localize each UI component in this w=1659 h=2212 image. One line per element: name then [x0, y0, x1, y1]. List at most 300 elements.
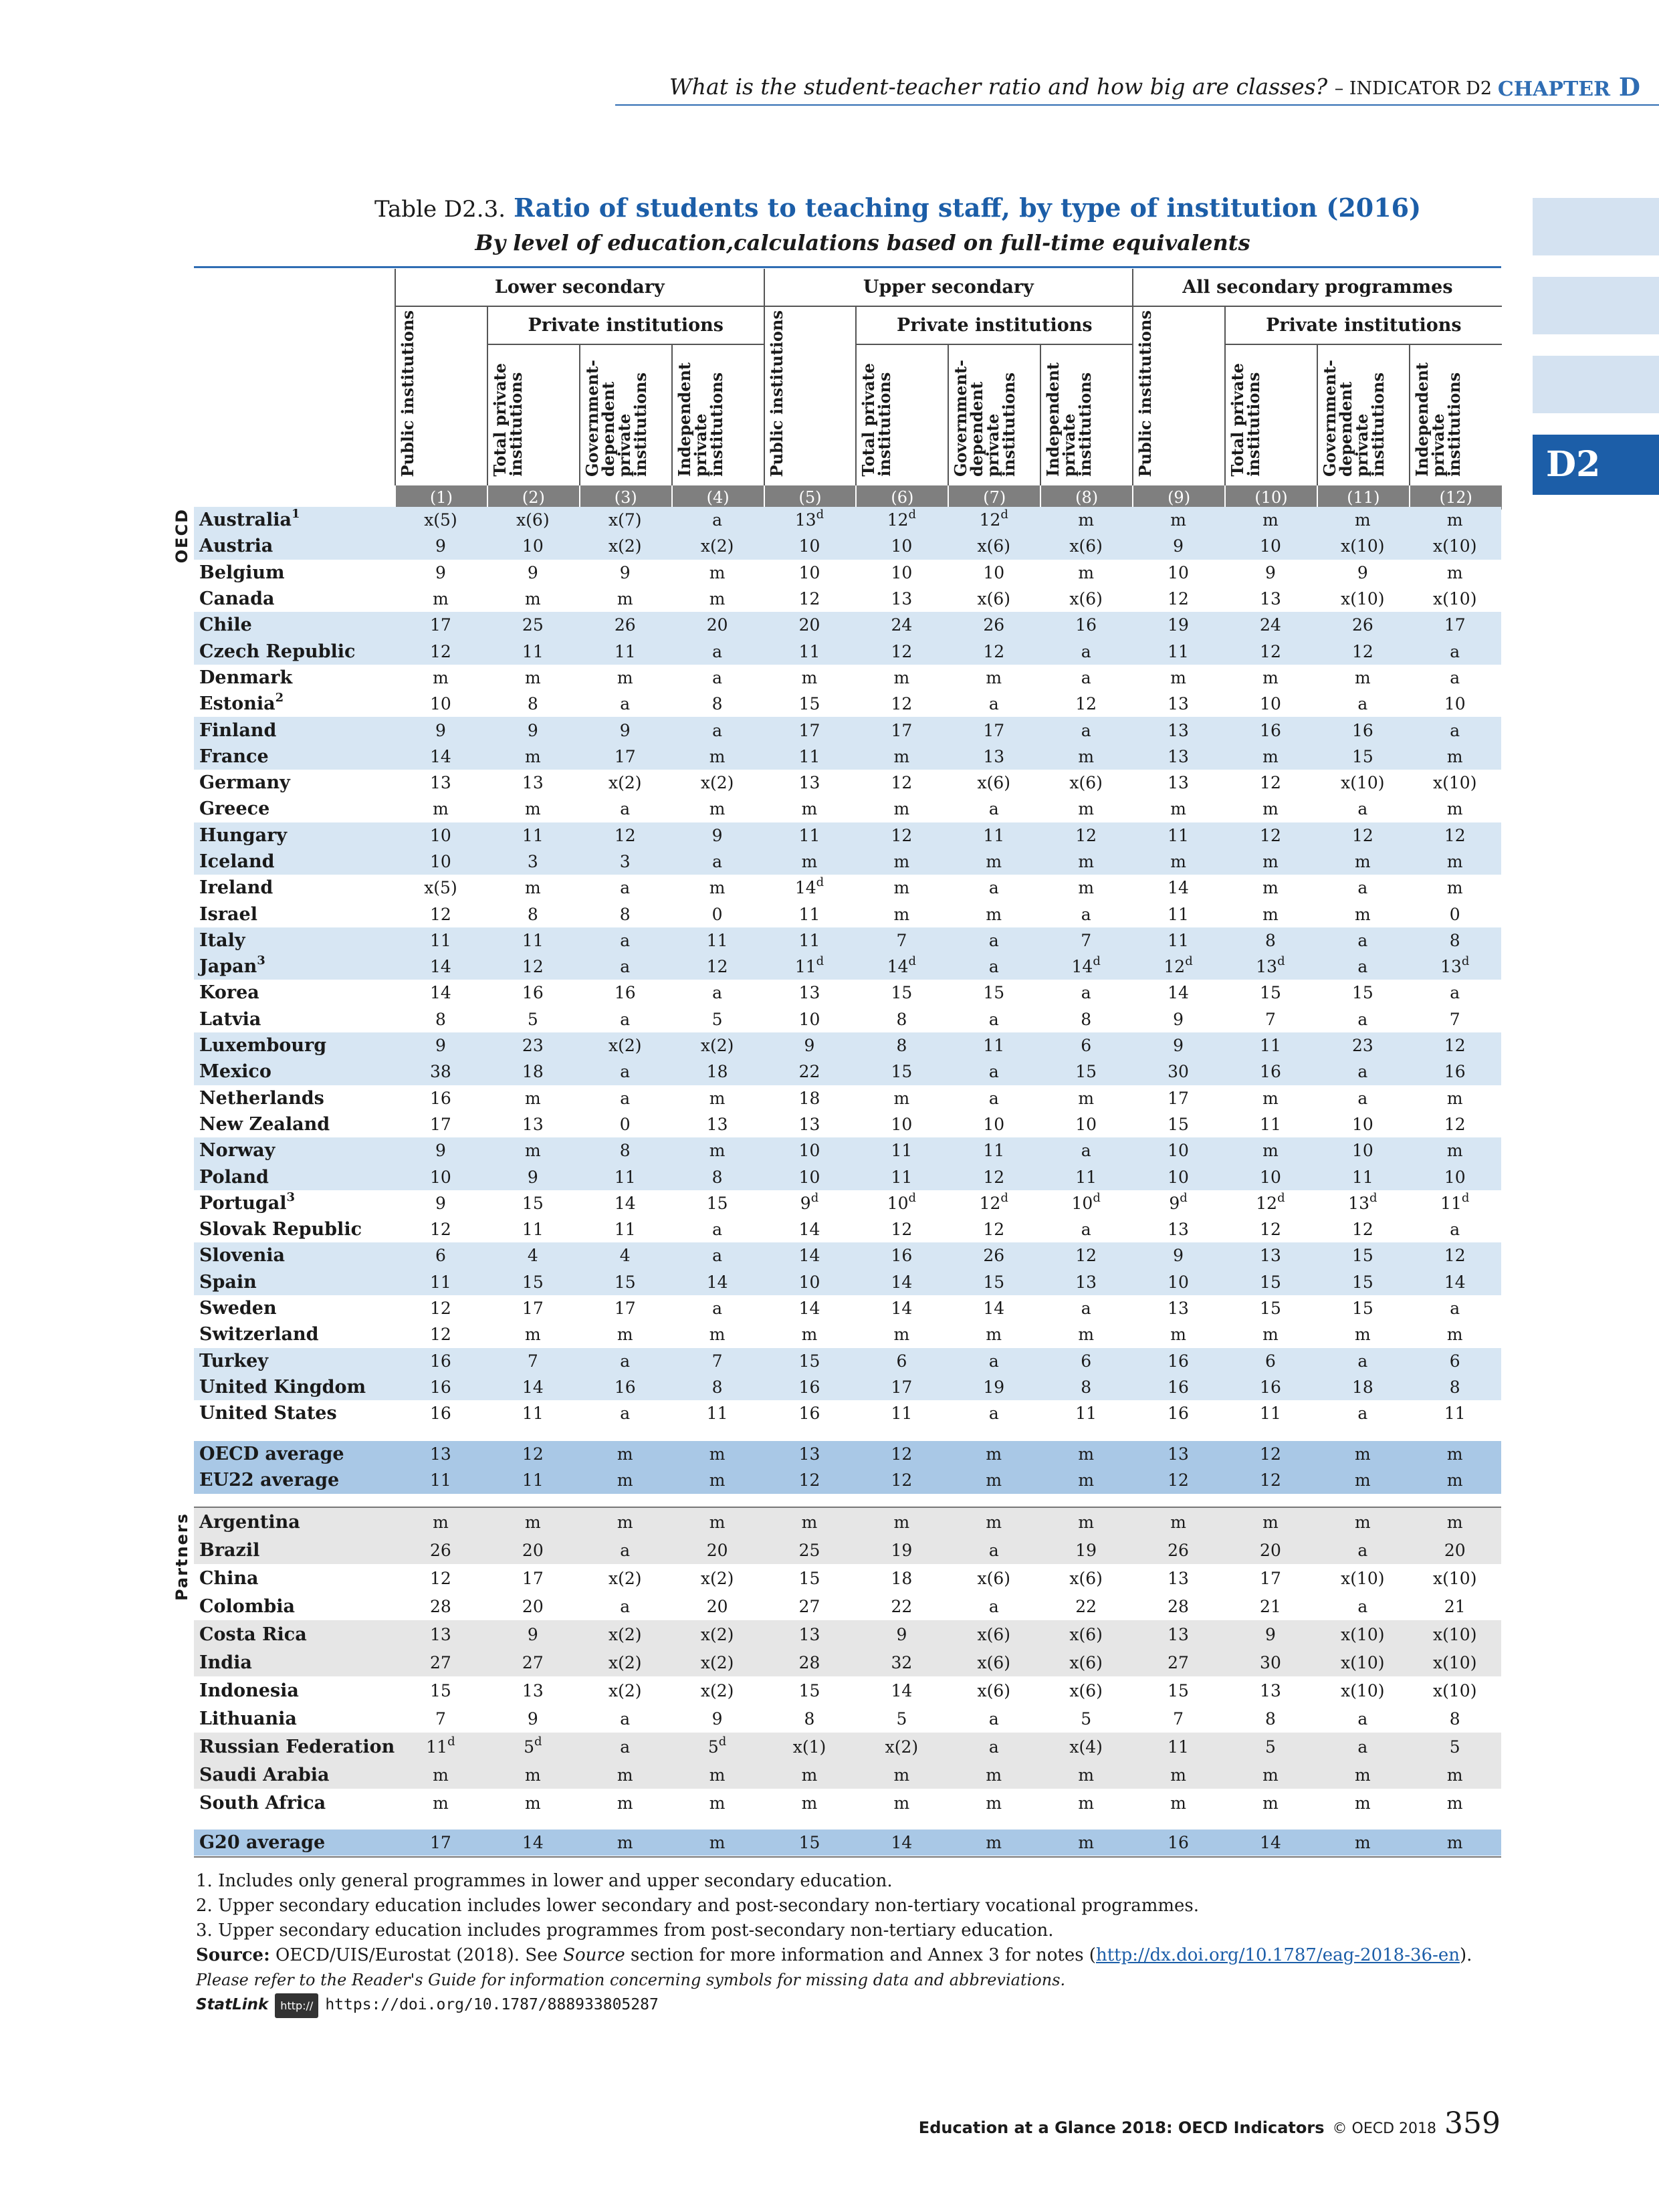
- table-cell: 12: [1444, 1246, 1466, 1266]
- table-cell: m: [433, 667, 449, 687]
- col-number: (2): [487, 485, 580, 510]
- table-cell: 11: [891, 1167, 913, 1187]
- table-cell: a: [1450, 983, 1460, 1003]
- table-cell: x(2): [700, 1036, 734, 1056]
- table-cell: a: [1450, 720, 1460, 740]
- table-cell: 27: [430, 1652, 451, 1672]
- table-cell: m: [1446, 1470, 1463, 1490]
- table-row: [194, 1085, 1501, 1111]
- table-cell: m: [617, 1444, 633, 1464]
- table-cell: a: [712, 852, 723, 871]
- table-cell: m: [986, 1325, 1002, 1345]
- table-cell: 12: [1260, 1470, 1281, 1490]
- table-cell: 10$^d$: [887, 1190, 917, 1213]
- table-cell: m: [986, 1512, 1002, 1532]
- table-cell: m: [801, 852, 818, 871]
- table-cell: 16: [1168, 1833, 1189, 1853]
- table-cell: 13: [1168, 746, 1189, 766]
- table-cell: 12: [522, 957, 544, 977]
- table-cell: m: [801, 799, 818, 819]
- table-header: [395, 269, 1502, 510]
- table-cell: 14$^d$: [794, 875, 824, 898]
- side-tab-blank: [1533, 198, 1659, 255]
- table-cell: 10: [1168, 1141, 1189, 1161]
- table-cell: 14: [430, 983, 451, 1003]
- table-cell: 19: [1168, 615, 1189, 635]
- table-cell: 27: [522, 1652, 544, 1672]
- table-cell: a: [712, 667, 723, 687]
- table-cell: 15: [983, 1272, 1005, 1292]
- table-cell: 9: [1357, 562, 1368, 582]
- table-cell: 6: [1265, 1351, 1276, 1371]
- table-cell: a: [1357, 1009, 1368, 1029]
- table-cell: 17: [798, 720, 820, 740]
- col-govdep-7: Government- dependent private institutions: [948, 344, 1040, 485]
- table-row: [194, 822, 1501, 849]
- table-cell: 14: [1168, 983, 1189, 1003]
- table-cell: 14: [891, 1272, 913, 1292]
- table-cell: 10: [798, 562, 820, 582]
- table-cell: 3: [619, 852, 631, 871]
- table-cell: a: [620, 930, 631, 950]
- table-row: [194, 1295, 1501, 1321]
- row-label: Norway: [199, 1140, 275, 1162]
- table-cell: 12$^d$: [887, 508, 917, 530]
- table-cell: a: [620, 1009, 631, 1029]
- table-cell: x(2): [700, 1652, 734, 1672]
- table-cell: m: [617, 589, 633, 609]
- table-cell: m: [709, 562, 726, 582]
- table-cell: 8: [1449, 1377, 1460, 1397]
- table-cell: 9: [435, 1036, 446, 1056]
- table-cell: 5: [1081, 1708, 1092, 1729]
- table-cell: m: [1262, 878, 1279, 898]
- table-cell: a: [988, 1062, 999, 1082]
- table-cell: 12: [430, 641, 451, 661]
- table-cell: 13: [430, 1624, 451, 1644]
- table-cell: 32: [891, 1652, 913, 1672]
- table-cell: 5: [896, 1708, 907, 1729]
- table-cell: 7: [527, 1351, 538, 1371]
- table-cell: m: [986, 1470, 1002, 1490]
- row-label: Slovenia: [199, 1245, 286, 1266]
- table-cell: m: [1354, 1512, 1371, 1532]
- table-cell: 13: [1168, 1220, 1189, 1240]
- table-cell: m: [986, 1833, 1002, 1853]
- row-label: Finland: [199, 720, 277, 741]
- table-cell: 10: [1260, 1167, 1281, 1187]
- table-cell: 12$^d$: [979, 508, 1008, 530]
- table-cell: 18: [891, 1568, 913, 1588]
- col-govdep-3: Government- dependent private institutions: [580, 344, 672, 485]
- private-header-1: Private institutions: [487, 306, 764, 344]
- table-cell: 13: [430, 773, 451, 793]
- table-cell: m: [893, 667, 910, 687]
- table-cell: 9: [1173, 1246, 1184, 1266]
- table-cell: 13: [891, 589, 913, 609]
- table-cell: 14: [1444, 1272, 1466, 1292]
- table-cell: 9: [527, 1708, 538, 1729]
- table-cell: 11: [798, 825, 820, 845]
- table-cell: m: [524, 1512, 541, 1532]
- table-cell: a: [1450, 1299, 1460, 1319]
- table-cell: 4: [527, 1246, 538, 1266]
- note-3: 3. Upper secondary education includes programmes from post-secondary non-tertiary education.: [196, 1920, 1054, 1941]
- table-cell: m: [1446, 1325, 1463, 1345]
- table-cell: m: [709, 1470, 726, 1490]
- table-cell: 11: [1168, 825, 1189, 845]
- table-cell: 13: [798, 983, 820, 1003]
- table-cell: m: [1446, 799, 1463, 819]
- table-cell: m: [1446, 878, 1463, 898]
- table-row: [194, 875, 1501, 901]
- table-top-rule: [194, 266, 1501, 268]
- table-cell: 13: [798, 773, 820, 793]
- table-subtitle: By level of education,calculations based on full-time equivalents: [475, 230, 1250, 255]
- table-cell: 11: [1168, 904, 1189, 924]
- table-cell: 6: [1449, 1351, 1460, 1371]
- table-cell: 9: [527, 720, 538, 740]
- table-cell: m: [1262, 1088, 1279, 1108]
- table-cell: m: [617, 1470, 633, 1490]
- row-label: Italy: [199, 929, 245, 951]
- table-cell: x(10): [1341, 589, 1385, 609]
- table-cell: m: [1262, 799, 1279, 819]
- table-cell: 14: [614, 1193, 636, 1213]
- table-cell: m: [893, 904, 910, 924]
- group-lower-secondary: Lower secondary: [395, 269, 764, 306]
- table-cell: m: [893, 1325, 910, 1345]
- table-cell: 20: [706, 615, 728, 635]
- row-label: Czech Republic: [199, 641, 356, 662]
- table-cell: 11$^d$: [1440, 1190, 1470, 1213]
- table-cell: 11: [891, 1404, 913, 1424]
- row-label: Israel: [199, 903, 257, 925]
- table-cell: x(2): [700, 1568, 734, 1588]
- table-cell: x(1): [792, 1737, 826, 1757]
- table-cell: 26: [430, 1540, 451, 1560]
- table-cell: 10: [1168, 562, 1189, 582]
- table-cell: 25: [522, 615, 544, 635]
- table-row: [194, 1400, 1501, 1426]
- table-cell: x(2): [608, 1624, 642, 1644]
- table-row: [194, 1761, 1501, 1789]
- table-cell: x(6): [1069, 773, 1103, 793]
- table-cell: a: [1357, 957, 1368, 977]
- header-title: What is the student-teacher ratio and how big are classes? – INDICATOR D2: [669, 74, 1492, 100]
- table-cell: 8: [527, 694, 538, 714]
- table-cell: 12: [1351, 825, 1373, 845]
- table-cell: 8: [619, 1141, 631, 1161]
- table-cell: 17: [983, 720, 1005, 740]
- table-cell: 12: [1260, 1444, 1281, 1464]
- table-cell: 15: [522, 1272, 544, 1292]
- table-cell: m: [709, 746, 726, 766]
- table-cell: x(2): [700, 773, 734, 793]
- table-cell: 17: [1444, 615, 1466, 635]
- table-cell: 11: [522, 1470, 544, 1490]
- table-cell: 12: [891, 1444, 913, 1464]
- col-independent-4: Independent private institutions: [672, 344, 764, 485]
- table-cell: x(10): [1433, 773, 1477, 793]
- table-cell: 5: [711, 1009, 723, 1029]
- table-cell: 20: [706, 1540, 728, 1560]
- table-cell: m: [709, 1793, 726, 1813]
- table-row: [194, 1592, 1501, 1620]
- table-row: [194, 1006, 1501, 1032]
- table-cell: 12: [1260, 773, 1281, 793]
- table-cell: m: [1078, 1833, 1095, 1853]
- oecd-side-label: OECD: [173, 508, 191, 564]
- row-label: Chile: [199, 615, 252, 636]
- table-cell: 28: [1168, 1596, 1189, 1616]
- table-cell: 9: [527, 1167, 538, 1187]
- table-cell: 19: [983, 1377, 1005, 1397]
- table-cell: x(2): [608, 1680, 642, 1700]
- table-cell: a: [1357, 1708, 1368, 1729]
- table-cell: m: [1078, 1444, 1095, 1464]
- table-cell: 0: [711, 904, 723, 924]
- table-cell: 13: [1260, 1246, 1281, 1266]
- table-cell: 18: [798, 1088, 820, 1108]
- table-cell: m: [1446, 510, 1463, 530]
- table-cell: 11: [522, 1404, 544, 1424]
- table-cell: 9$^d$: [800, 1190, 819, 1213]
- table-cell: a: [988, 694, 999, 714]
- table-cell: 11: [614, 641, 636, 661]
- table-cell: 11: [522, 1220, 544, 1240]
- table-cell: 6: [1081, 1351, 1092, 1371]
- table-cell: m: [1078, 510, 1095, 530]
- table-cell: 12: [1260, 641, 1281, 661]
- table-cell: 11: [430, 930, 451, 950]
- table-cell: m: [1354, 904, 1371, 924]
- private-header-3: Private institutions: [1225, 306, 1502, 344]
- table-cell: 8: [896, 1036, 907, 1056]
- table-cell: 8: [1081, 1009, 1092, 1029]
- table-cell: 12: [891, 773, 913, 793]
- table-cell: a: [1357, 694, 1368, 714]
- table-cell: m: [1446, 852, 1463, 871]
- table-row: [194, 1733, 1501, 1761]
- table-cell: 17: [522, 1568, 544, 1588]
- table-cell: m: [617, 667, 633, 687]
- table-cell: 11: [706, 930, 728, 950]
- col-public-5: Public institutions: [764, 306, 857, 485]
- table-cell: a: [1081, 1220, 1091, 1240]
- table-cell: 12: [1075, 825, 1097, 845]
- table-cell: 16: [1260, 1377, 1281, 1397]
- table-cell: a: [988, 1540, 999, 1560]
- table-cell: x(10): [1433, 1652, 1477, 1672]
- table-cell: 11: [706, 1404, 728, 1424]
- row-label: Estonia$^2$: [199, 691, 284, 715]
- table-cell: a: [620, 799, 631, 819]
- table-cell: a: [988, 799, 999, 819]
- col-total-private-2: Total private institutions: [487, 344, 580, 485]
- row-label: Belgium: [199, 562, 285, 583]
- table-cell: 12: [430, 1299, 451, 1319]
- statlink-url[interactable]: https://doi.org/10.1787/888933805287: [325, 1996, 659, 2013]
- table-cell: 8: [1265, 1708, 1276, 1729]
- table-cell: m: [1170, 667, 1186, 687]
- table-cell: 25: [798, 1540, 820, 1560]
- table-cell: a: [620, 1351, 631, 1371]
- table-cell: m: [1354, 510, 1371, 530]
- partner-rows: [194, 1508, 1501, 1817]
- table-cell: 12: [1260, 1220, 1281, 1240]
- table-cell: 16: [614, 983, 636, 1003]
- table-cell: 13: [1168, 720, 1189, 740]
- col-independent-12: Independent private institutions: [1410, 344, 1502, 485]
- table-cell: 24: [891, 615, 913, 635]
- row-label: Ireland: [199, 877, 273, 899]
- table-cell: a: [1357, 1596, 1368, 1616]
- table-cell: x(6): [977, 536, 1011, 556]
- table-cell: 20: [522, 1540, 544, 1560]
- table-cell: 8: [804, 1708, 815, 1729]
- table-cell: x(6): [977, 1568, 1011, 1588]
- col-number: (3): [580, 485, 672, 510]
- table-cell: 16: [798, 1404, 820, 1424]
- table-cell: a: [1357, 1062, 1368, 1082]
- table-row: [194, 1789, 1501, 1817]
- table-cell: x(10): [1341, 773, 1385, 793]
- table-cell: 12: [1351, 1220, 1373, 1240]
- table-cell: a: [1357, 1540, 1368, 1560]
- table-cell: x(6): [516, 510, 550, 530]
- table-cell: 13: [1075, 1272, 1097, 1292]
- table-cell: 15: [1351, 746, 1373, 766]
- table-cell: 13: [706, 1114, 728, 1134]
- table-cell: 16: [1351, 720, 1373, 740]
- row-label: Hungary: [199, 824, 288, 846]
- table-cell: 10: [430, 825, 451, 845]
- table-cell: 23: [1351, 1036, 1373, 1056]
- table-cell: 10: [1168, 1167, 1189, 1187]
- table-cell: 8: [1449, 1708, 1460, 1729]
- table-cell: 16: [430, 1351, 451, 1371]
- table-cell: 7: [1173, 1708, 1184, 1729]
- table-cell: m: [709, 1325, 726, 1345]
- table-cell: 12: [706, 957, 728, 977]
- page-footer: Education at a Glance 2018: OECD Indicators © OECD 2018 359: [918, 2106, 1501, 2140]
- row-label: Greece: [199, 798, 270, 820]
- average-rows: [194, 1441, 1501, 1494]
- table-row: [194, 770, 1501, 796]
- table-cell: m: [1078, 878, 1095, 898]
- table-cell: 11: [522, 930, 544, 950]
- table-cell: m: [524, 878, 541, 898]
- table-cell: 11: [430, 1272, 451, 1292]
- table-cell: 12: [1168, 589, 1189, 609]
- table-cell: 7: [1265, 1009, 1276, 1029]
- table-cell: m: [801, 1512, 818, 1532]
- table-row: [194, 1321, 1501, 1347]
- table-cell: 12: [983, 1220, 1005, 1240]
- table-cell: 15: [1260, 983, 1281, 1003]
- statlink[interactable]: StatLink http:// https://doi.org/10.1787/888933805287: [196, 1993, 1472, 2018]
- table-cell: a: [988, 1737, 999, 1757]
- table-cell: 14: [983, 1299, 1005, 1319]
- table-cell: x(6): [977, 1624, 1011, 1644]
- table-cell: m: [433, 1512, 449, 1532]
- table-cell: a: [1081, 983, 1091, 1003]
- table-row: [194, 1704, 1501, 1733]
- table-cell: m: [1262, 746, 1279, 766]
- table-cell: 21: [1444, 1596, 1466, 1616]
- table-cell: 12: [891, 1220, 913, 1240]
- table-cell: m: [617, 1833, 633, 1853]
- table-cell: 8: [711, 694, 723, 714]
- table-cell: 10: [430, 1167, 451, 1187]
- row-label: Netherlands: [199, 1087, 324, 1109]
- table-cell: 10: [1351, 1114, 1373, 1134]
- table-cell: 16: [430, 1088, 451, 1108]
- table-cell: 5$^d$: [707, 1734, 727, 1757]
- table-cell: 9: [619, 562, 631, 582]
- table-cell: 20: [1260, 1540, 1281, 1560]
- row-label: Canada: [199, 588, 275, 610]
- table-cell: 17: [430, 615, 451, 635]
- table-cell: 13: [522, 1680, 544, 1700]
- table-cell: a: [988, 878, 999, 898]
- table-cell: m: [1446, 1141, 1463, 1161]
- table-cell: 15: [1351, 1299, 1373, 1319]
- table-cell: 12: [1075, 694, 1097, 714]
- table-row: [194, 980, 1501, 1006]
- col-public-1: Public institutions: [395, 306, 487, 485]
- table-cell: 13: [798, 1444, 820, 1464]
- table-notes: [196, 1869, 1472, 2018]
- table-cell: 12: [891, 641, 913, 661]
- col-number: (8): [1040, 485, 1133, 510]
- table-cell: a: [712, 641, 723, 661]
- chapter-label: CHAPTER D: [1497, 72, 1640, 102]
- statlink-badge: http://: [275, 1993, 318, 2018]
- table-cell: 26: [1168, 1540, 1189, 1560]
- table-cell: 17: [430, 1833, 451, 1853]
- col-number: (11): [1317, 485, 1410, 510]
- table-cell: m: [893, 878, 910, 898]
- table-cell: 13$^d$: [1440, 954, 1470, 977]
- table-cell: 11$^d$: [426, 1734, 455, 1757]
- table-cell: 10: [1260, 694, 1281, 714]
- table-cell: m: [1078, 1325, 1095, 1345]
- table-cell: 10: [798, 536, 820, 556]
- table-cell: 5: [1265, 1737, 1276, 1757]
- table-cell: 12: [1351, 641, 1373, 661]
- table-cell: m: [709, 1833, 726, 1853]
- table-cell: a: [1357, 799, 1368, 819]
- table-row: [194, 1190, 1501, 1216]
- row-label: Colombia: [199, 1595, 295, 1617]
- row-label: South Africa: [199, 1792, 326, 1813]
- source-link[interactable]: http://dx.doi.org/10.1787/eag-2018-36-en: [1095, 1945, 1460, 1965]
- row-label: Spain: [199, 1271, 257, 1293]
- table-cell: m: [986, 1765, 1002, 1785]
- table-cell: 14: [430, 746, 451, 766]
- table-cell: m: [1354, 1325, 1371, 1345]
- table-cell: m: [1354, 1470, 1371, 1490]
- row-label: Lithuania: [199, 1708, 297, 1729]
- table-cell: 14: [522, 1377, 544, 1397]
- table-cell: 11: [983, 1036, 1005, 1056]
- table-cell: x(6): [1069, 1624, 1103, 1644]
- table-cell: 12: [983, 641, 1005, 661]
- table-cell: x(10): [1433, 536, 1477, 556]
- row-label: Costa Rica: [199, 1624, 307, 1645]
